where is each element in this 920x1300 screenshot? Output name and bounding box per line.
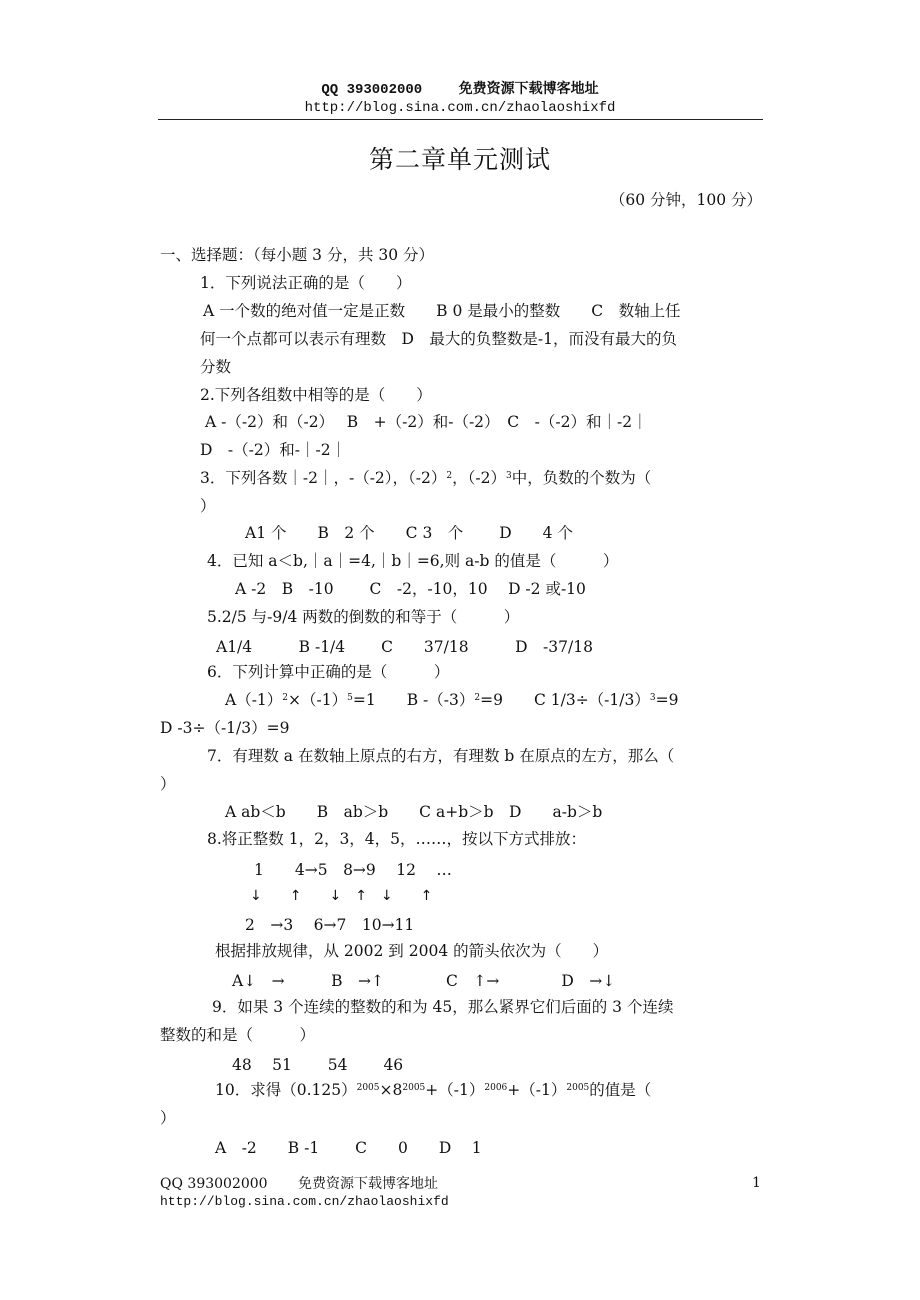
q8-row2-arrows: ↓ ↑ ↓ ↑ ↓ ↑ [250, 888, 433, 904]
q4-stem: 4．已知 a＜b,｜a｜=4,｜b｜=6,则 a-b 的值是（ ） [207, 552, 619, 570]
footer-qq: QQ 393002000 [160, 1176, 268, 1192]
header-qq: QQ 393002000 [321, 82, 423, 98]
q9-stem: 9．如果 3 个连续的整数的和为 45，那么紧界它们后面的 3 个连续 [212, 998, 674, 1016]
q1-options-line3: 分数 [200, 358, 232, 376]
q5-stem: 5.2/5 与-9/4 两数的倒数的和等于（ ） [207, 608, 520, 626]
q10-s1: 10．求得（0.125） [215, 1081, 357, 1099]
header-line [0, 78, 920, 98]
q10-s3: +（-1） [425, 1081, 485, 1099]
q10-s3-sup: 2006 [484, 1083, 508, 1093]
footer-url[interactable]: http://blog.sina.com.cn/zhaolaoshixfd [160, 1194, 449, 1209]
q9-stem-line2: 整数的和是（ ） [160, 1026, 316, 1044]
q4-options: A -2 B -10 C -2，-10，10 D -2 或-10 [235, 580, 586, 598]
q2-stem: 2.下列各组数中相等的是（ ） [200, 386, 432, 404]
q6-a4-sup: 3 [649, 693, 656, 703]
q3-sup-2: 3 [506, 471, 512, 481]
q5-options: A1/4 B -1/4 C 37/18 D -37/18 [216, 638, 593, 656]
footer-site-label: 免费资源下载博客地址 [298, 1176, 439, 1192]
q7-stem-line2: ） [160, 775, 176, 793]
q3-sup-1: 2 [446, 471, 453, 481]
q3-stem-line2: ） [200, 497, 216, 515]
q1-options-line2: 何一个点都可以表示有理数 D 最大的负整数是-1，而没有最大的负 [200, 330, 678, 348]
q3-options: A1 个 B 2 个 C 3 个 D 4 个 [245, 524, 573, 542]
q6-a3-sup: 2 [474, 693, 481, 703]
q10-s4-sup: 2005 [566, 1083, 590, 1093]
page-number: 1 [752, 1175, 761, 1191]
q6-a3: =1 B -（-3） [352, 691, 475, 709]
q6-a5: =9 [655, 691, 679, 709]
q7-stem: 7．有理数 a 在数轴上原点的右方，有理数 b 在原点的左方，那么（ [207, 747, 675, 765]
q10-options: A -2 B -1 C 0 D 1 [215, 1139, 482, 1157]
q8-options: A↓ → B →↑ C ↑→ D →↓ [232, 972, 616, 990]
q10-s5: 的值是（ [589, 1081, 652, 1099]
q6-a2-sup: 5 [347, 693, 353, 703]
footer-line1 [160, 1173, 438, 1193]
q6-a4: =9 C 1/3÷（-1/3） [480, 691, 650, 709]
q1-options-line1: A 一个数的绝对值一定是正数 B 0 是最小的整数 C 数轴上任 [203, 302, 681, 320]
q10-stem-line2: ） [160, 1109, 176, 1127]
q3-stem [200, 468, 651, 488]
q10-s4: +（-1） [507, 1081, 567, 1099]
q2-options-line1: A -（-2）和（-2） B +（-2）和-（-2） C -（-2）和｜-2｜ [205, 413, 648, 431]
q1-stem: 1．下列说法正确的是（ ） [200, 274, 412, 292]
header-divider [158, 119, 763, 120]
header-url[interactable]: http://blog.sina.com.cn/zhaolaoshixfd [304, 100, 616, 116]
q6-a1-sup: 2 [282, 693, 289, 703]
q3-stem-c: 中，负数的个数为（ [511, 469, 652, 487]
section-heading: 一、选择题：（每小题 3 分，共 30 分） [160, 246, 435, 264]
q10-s2: ×8 [379, 1081, 403, 1099]
q6-options-line1 [225, 690, 678, 710]
q10-s1-sup: 2005 [356, 1083, 380, 1093]
page-title: 第二章单元测试 [368, 145, 551, 174]
q7-options: A ab＜b B ab＞b C a+b＞b D a-b＞b [225, 803, 603, 821]
q6-a2: ×（-1） [288, 691, 348, 709]
q10-s2-sup: 2005 [402, 1083, 426, 1093]
q3-stem-a: 3．下列各数｜-2｜，-（-2），（-2） [200, 469, 447, 487]
q8-row3: 2 →3 6→7 10→11 [245, 916, 415, 934]
q8-row1: 1 4→5 8→9 12 … [254, 861, 452, 879]
q10-stem [215, 1080, 651, 1100]
q2-options-line2: D -（-2）和-｜-2｜ [200, 441, 347, 459]
q3-stem-b: ，（-2） [452, 469, 506, 487]
q6-a1: A（-1） [225, 691, 283, 709]
header-site-label: 免费资源下载博客地址 [458, 81, 599, 97]
page-subtitle: （60 分钟，100 分） [609, 191, 762, 209]
q8-question: 根据排放规律，从 2002 到 2004 的箭头依次为（ ） [215, 942, 609, 960]
q9-options: 48 51 54 46 [232, 1056, 404, 1074]
q6-stem: 6．下列计算中正确的是（ ） [207, 663, 450, 681]
q6-options-line2: D -3÷（-1/3）=9 [160, 719, 290, 737]
q8-stem: 8.将正整数 1，2，3，4，5，……，按以下方式排放： [207, 830, 587, 848]
